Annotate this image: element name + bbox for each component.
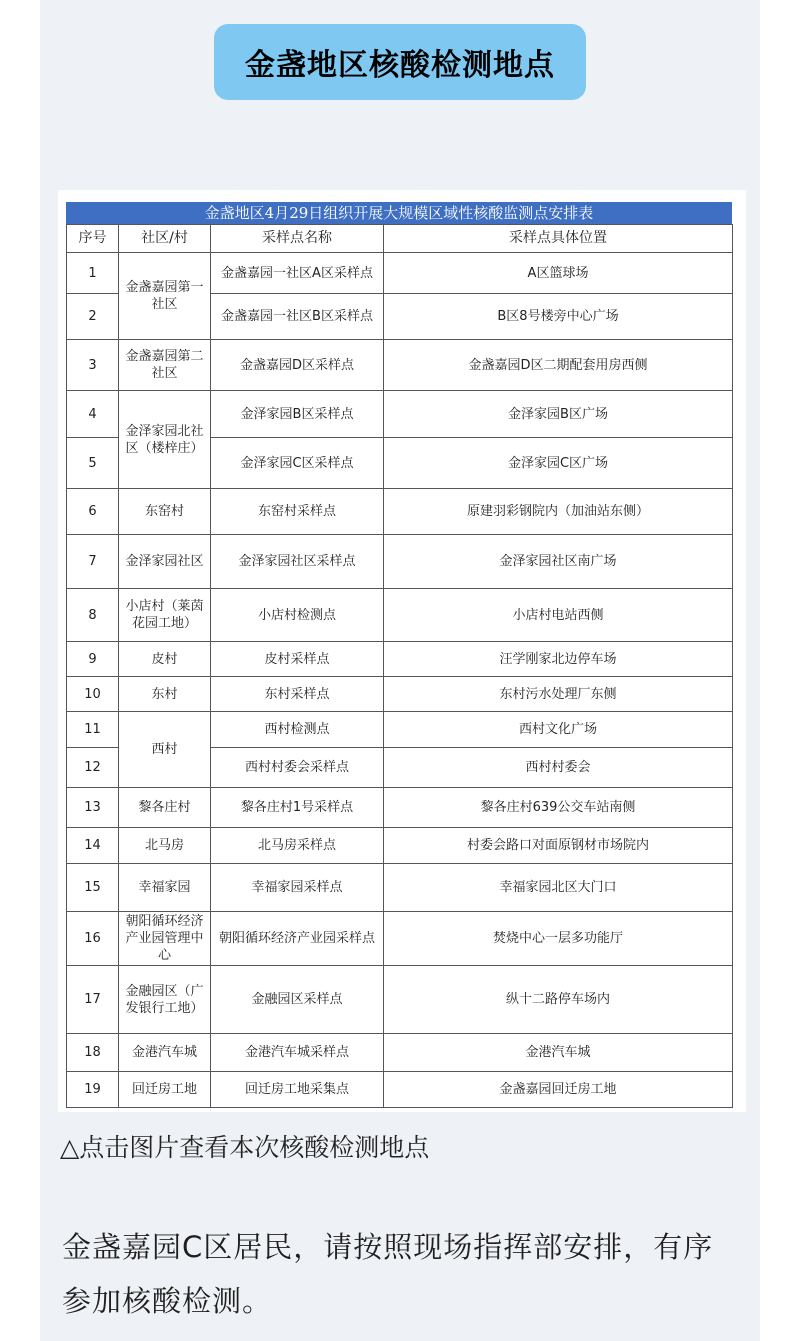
column-header: 采样点具体位置	[384, 225, 733, 253]
site-cell: 东村采样点	[211, 677, 384, 712]
location-cell: 村委会路口对面原钢材市场院内	[384, 828, 733, 864]
table-row	[67, 340, 733, 391]
row-number: 1	[67, 253, 119, 294]
location-cell: 金盏嘉园回迁房工地	[384, 1072, 733, 1108]
table-row	[67, 864, 733, 912]
row-number: 16	[67, 912, 119, 966]
site-cell: 黎各庄村1号采样点	[211, 788, 384, 828]
table-row	[67, 535, 733, 589]
table-header: 金盏地区4月29日组织开展大规模区域性核酸监测点安排表	[66, 202, 732, 224]
community-cell: 金盏嘉园第一社区	[119, 253, 211, 340]
community-cell: 西村	[119, 712, 211, 788]
community-cell: 金融园区（广发银行工地）	[119, 966, 211, 1034]
location-cell: 金泽家园社区南广场	[384, 535, 733, 589]
table-head-row	[67, 225, 733, 253]
location-cell: 黎各庄村639公交车站南侧	[384, 788, 733, 828]
row-number: 5	[67, 438, 119, 489]
location-cell: 小店村电站西侧	[384, 589, 733, 642]
community-cell: 金港汽车城	[119, 1034, 211, 1072]
table-row	[67, 391, 733, 438]
location-cell: B区8号楼旁中心广场	[384, 294, 733, 340]
location-cell: 幸福家园北区大门口	[384, 864, 733, 912]
community-cell: 朝阳循环经济产业园管理中心	[119, 912, 211, 966]
image-caption: △点击图片查看本次核酸检测地点	[60, 1133, 430, 1162]
community-cell: 黎各庄村	[119, 788, 211, 828]
location-cell: 纵十二路停车场内	[384, 966, 733, 1034]
site-cell: 回迁房工地采集点	[211, 1072, 384, 1108]
row-number: 12	[67, 748, 119, 788]
site-cell: 北马房采样点	[211, 828, 384, 864]
location-cell: 金盏嘉园D区二期配套用房西侧	[384, 340, 733, 391]
site-cell: 金泽家园C区采样点	[211, 438, 384, 489]
site-cell: 金港汽车城采样点	[211, 1034, 384, 1072]
site-cell: 东窑村采样点	[211, 489, 384, 535]
row-number: 18	[67, 1034, 119, 1072]
table-row	[67, 788, 733, 828]
table-row	[67, 677, 733, 712]
site-cell: 西村村委会采样点	[211, 748, 384, 788]
table-row	[67, 589, 733, 642]
site-cell: 朝阳循环经济产业园采样点	[211, 912, 384, 966]
row-number: 6	[67, 489, 119, 535]
table-row	[67, 828, 733, 864]
row-number: 14	[67, 828, 119, 864]
site-cell: 金泽家园社区采样点	[211, 535, 384, 589]
site-cell: 金融园区采样点	[211, 966, 384, 1034]
community-cell: 东村	[119, 677, 211, 712]
table-row	[67, 712, 733, 748]
site-cell: 金盏嘉园D区采样点	[211, 340, 384, 391]
site-cell: 皮村采样点	[211, 642, 384, 677]
column-header: 社区/村	[119, 225, 211, 253]
community-cell: 小店村（莱茵花园工地）	[119, 589, 211, 642]
table-row	[67, 1072, 733, 1108]
column-header: 序号	[67, 225, 119, 253]
row-number: 19	[67, 1072, 119, 1108]
location-cell: 西村村委会	[384, 748, 733, 788]
site-cell: 金盏嘉园一社区A区采样点	[211, 253, 384, 294]
table-row	[67, 253, 733, 294]
row-number: 4	[67, 391, 119, 438]
site-cell: 西村检测点	[211, 712, 384, 748]
table-row	[67, 966, 733, 1034]
location-cell: 东村污水处理厂东侧	[384, 677, 733, 712]
location-cell: 原建羽彩钢院内（加油站东侧）	[384, 489, 733, 535]
community-cell: 皮村	[119, 642, 211, 677]
location-cell: A区篮球场	[384, 253, 733, 294]
location-cell: 焚烧中心一层多功能厅	[384, 912, 733, 966]
row-number: 15	[67, 864, 119, 912]
site-cell: 金泽家园B区采样点	[211, 391, 384, 438]
location-cell: 金泽家园C区广场	[384, 438, 733, 489]
community-cell: 金泽家园北社区（楼梓庄）	[119, 391, 211, 489]
table-row	[67, 642, 733, 677]
community-cell: 回迁房工地	[119, 1072, 211, 1108]
row-number: 7	[67, 535, 119, 589]
row-number: 17	[67, 966, 119, 1034]
location-cell: 西村文化广场	[384, 712, 733, 748]
location-cell: 金泽家园B区广场	[384, 391, 733, 438]
section-title: 金盏地区核酸检测地点	[214, 24, 586, 100]
column-header: 采样点名称	[211, 225, 384, 253]
community-cell: 金盏嘉园第二社区	[119, 340, 211, 391]
table-row	[67, 489, 733, 535]
table-row	[67, 912, 733, 966]
testing-sites-table-image[interactable]	[58, 190, 746, 1112]
article-paragraph: 金盏嘉园C区居民，请按照现场指挥部安排，有序参加核酸检测。	[62, 1230, 714, 1318]
table-row	[67, 1034, 733, 1072]
row-number: 10	[67, 677, 119, 712]
site-cell: 幸福家园采样点	[211, 864, 384, 912]
row-number: 8	[67, 589, 119, 642]
location-cell: 金港汽车城	[384, 1034, 733, 1072]
article-page	[40, 0, 760, 1341]
testing-sites-table	[66, 224, 733, 1108]
row-number: 13	[67, 788, 119, 828]
row-number: 2	[67, 294, 119, 340]
row-number: 11	[67, 712, 119, 748]
community-cell: 金泽家园社区	[119, 535, 211, 589]
row-number: 9	[67, 642, 119, 677]
location-cell: 汪学刚家北边停车场	[384, 642, 733, 677]
site-cell: 金盏嘉园一社区B区采样点	[211, 294, 384, 340]
row-number: 3	[67, 340, 119, 391]
site-cell: 小店村检测点	[211, 589, 384, 642]
community-cell: 幸福家园	[119, 864, 211, 912]
community-cell: 东窑村	[119, 489, 211, 535]
community-cell: 北马房	[119, 828, 211, 864]
